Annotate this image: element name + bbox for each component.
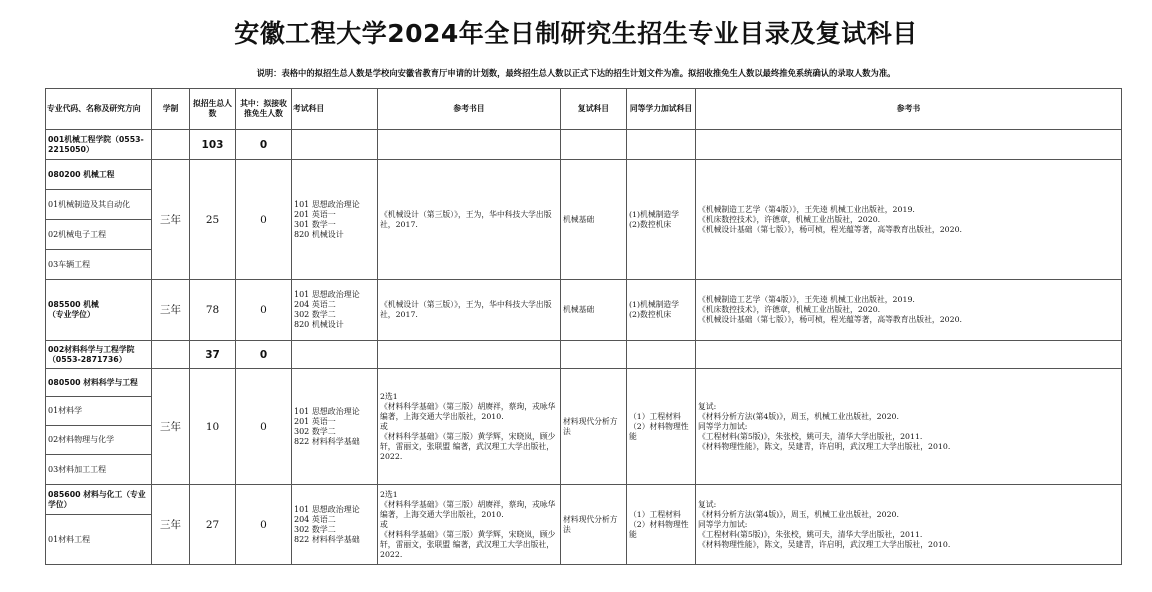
major-total: 25 <box>190 160 236 280</box>
exam-subjects: 101 思想政治理论 204 英语二 302 数学二 820 机械设计 <box>292 280 378 341</box>
header-exam: 考试科目 <box>292 89 378 130</box>
retest-subject: 材料现代分析方法 <box>561 369 627 485</box>
ref-books-detail: 《机械制造工艺学（第4版）》，王先逵 机械工业出版社，2019. 《机床数控技术》，许德章，机械工业出版社，2020. 《机械设计基础（第七版）》，杨可桢，程光蕴等著，高等教育出版社，2020. <box>696 160 1122 280</box>
header-years: 学制 <box>152 89 190 130</box>
equiv-subjects: (1)机械制造学 (2)数控机床 <box>627 160 696 280</box>
exam-subjects: 101 思想政治理论 201 英语一 301 数学一 820 机械设计 <box>292 160 378 280</box>
major-name: 085600 材料与化工（专业学位） <box>46 485 152 515</box>
ref-books-detail: 复试: 《材料分析方法(第4版)》，周玉，机械工业出版社，2020. 同等学力加试: 《工程材料(第5版)》，朱张校，姚可夫，清华大学出版社，2011. 《材料物理性能》，陈文，吴建青，许启明，武汉理工大学出版社，2010. <box>696 369 1122 485</box>
college-tuimian: 0 <box>236 130 292 160</box>
explanation-note: 说明：表格中的拟招生总人数是学校向安徽省教育厅申请的计划数，最终招生总人数以正式下达的招生计划文件为准。拟招收推免生人数以最终推免系统确认的录取人数为准。 <box>256 68 896 78</box>
major-name: 080200 机械工程 <box>46 160 152 190</box>
college-name: 002材料科学与工程学院（0553-2871736） <box>46 341 152 369</box>
major-years: 三年 <box>152 160 190 280</box>
reference-books: 《机械设计（第三版）》，王为，华中科技大学出版社，2017. <box>378 160 561 280</box>
college-name: 001机械工程学院（0553-2215050） <box>46 130 152 160</box>
retest-subject: 机械基础 <box>561 280 627 341</box>
header-retest: 复试科目 <box>561 89 627 130</box>
major-total: 10 <box>190 369 236 485</box>
major-row <box>46 160 1122 190</box>
header-books: 参考书目 <box>378 89 561 130</box>
major-years: 三年 <box>152 280 190 341</box>
major-row <box>46 369 1122 397</box>
major-row <box>46 280 1122 341</box>
college-total: 103 <box>190 130 236 160</box>
major-tuimian: 0 <box>236 280 292 341</box>
retest-subject: 材料现代分析方法 <box>561 485 627 565</box>
direction-item: 03材料加工工程 <box>46 455 152 485</box>
ref-books-detail: 复试: 《材料分析方法(第4版)》，周玉，机械工业出版社，2020. 同等学力加试: 《工程材料(第5版)》，朱张校，姚可夫，清华大学出版社，2011. 《材料物理性能》，陈文，吴建青，许启明，武汉理工大学出版社，2010. <box>696 485 1122 565</box>
major-tuimian: 0 <box>236 369 292 485</box>
college-row <box>46 130 1122 160</box>
college-row <box>46 341 1122 369</box>
direction-item: 03车辆工程 <box>46 250 152 280</box>
college-tuimian: 0 <box>236 341 292 369</box>
direction-item: 02机械电子工程 <box>46 220 152 250</box>
major-tuimian: 0 <box>236 160 292 280</box>
major-total: 78 <box>190 280 236 341</box>
reference-books: 2选1 《材料科学基础》（第三版）胡赓祥，蔡珣，戎咏华 编著，上海交通大学出版社，2010. 或 《材料科学基础》（第三版）黄学辉，宋晓岚，顾少轩，雷丽文，张联盟 编著，武汉理工大学出版社，2022. <box>378 369 561 485</box>
major-row <box>46 485 1122 515</box>
catalog-table <box>45 88 1122 565</box>
equiv-subjects: (1)机械制造学 (2)数控机床 <box>627 280 696 341</box>
header-equiv: 同等学力加试科目 <box>627 89 696 130</box>
major-total: 27 <box>190 485 236 565</box>
direction-item: 02材料物理与化学 <box>46 426 152 455</box>
header-row <box>46 89 1122 130</box>
direction-item: 01材料工程 <box>46 515 152 565</box>
college-total: 37 <box>190 341 236 369</box>
major-name: 080500 材料科学与工程 <box>46 369 152 397</box>
reference-books: 2选1 《材料科学基础》（第三版）胡赓祥，蔡珣，戎咏华 编著，上海交通大学出版社，2010. 或 《材料科学基础》（第三版）黄学辉，宋晓岚，顾少轩，雷丽文，张联盟 编著，武汉理工大学出版社，2022. <box>378 485 561 565</box>
direction-item: 01机械制造及其自动化 <box>46 190 152 220</box>
direction-item: 01材料学 <box>46 397 152 426</box>
major-tuimian: 0 <box>236 485 292 565</box>
exam-subjects: 101 思想政治理论 201 英语一 302 数学二 822 材料科学基础 <box>292 369 378 485</box>
exam-subjects: 101 思想政治理论 204 英语二 302 数学二 822 材料科学基础 <box>292 485 378 565</box>
reference-books: 《机械设计（第三版）》，王为，华中科技大学出版社，2017. <box>378 280 561 341</box>
major-years: 三年 <box>152 485 190 565</box>
ref-books-detail: 《机械制造工艺学（第4版）》，王先逵 机械工业出版社，2019. 《机床数控技术》，许德章，机械工业出版社，2020. 《机械设计基础（第七版）》，杨可桢，程光蕴等著，高等教育出版社，2020. <box>696 280 1122 341</box>
header-total: 拟招生总人数 <box>190 89 236 130</box>
retest-subject: 机械基础 <box>561 160 627 280</box>
major-years: 三年 <box>152 369 190 485</box>
page-title: 安徽工程大学2024年全日制研究生招生专业目录及复试科目 <box>234 19 918 48</box>
major-name: 085500 机械 （专业学位） <box>46 280 152 341</box>
equiv-subjects: （1）工程材料 （2）材料物理性能 <box>627 485 696 565</box>
header-major: 专业代码、名称及研究方向 <box>46 89 152 130</box>
equiv-subjects: （1）工程材料 （2）材料物理性能 <box>627 369 696 485</box>
header-refbooks: 参考书 <box>696 89 1122 130</box>
header-tuimian: 其中：拟接收推免生人数 <box>236 89 292 130</box>
